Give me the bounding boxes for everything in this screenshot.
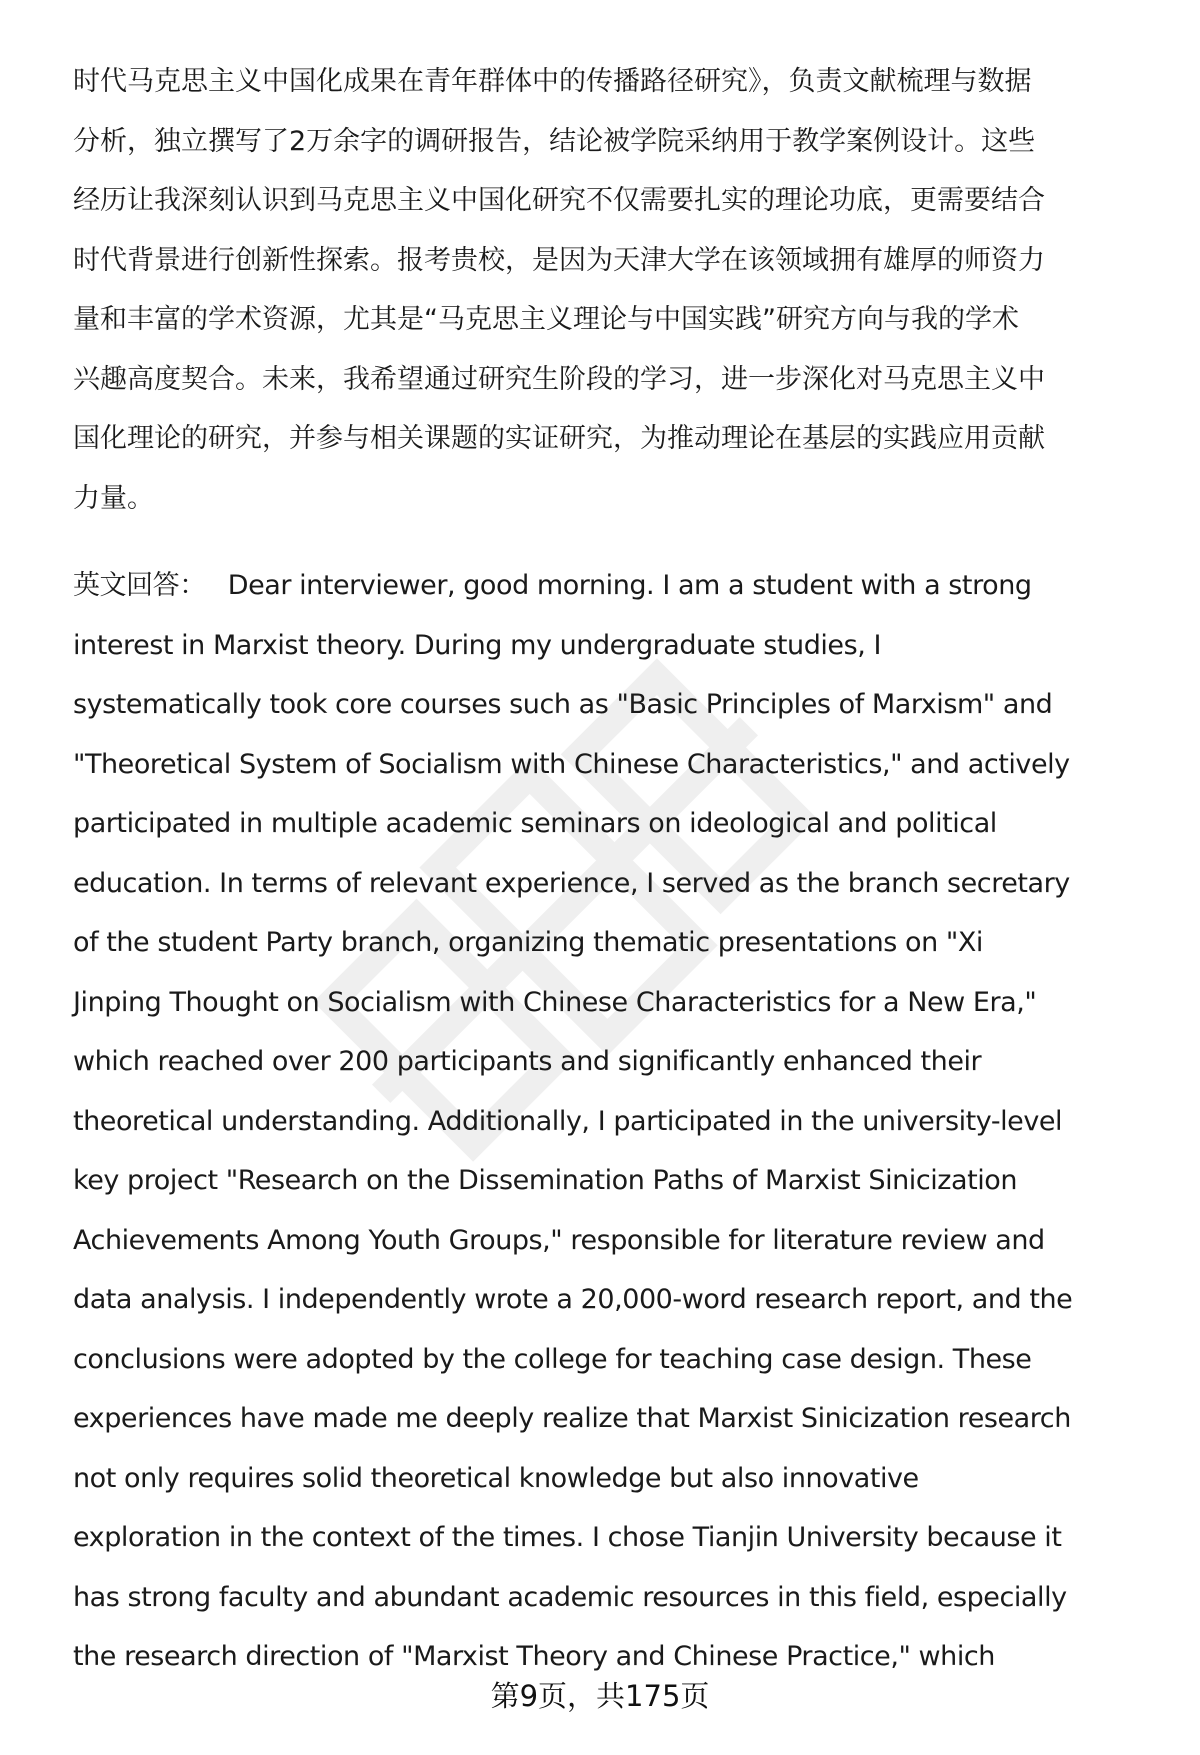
- text-line: 力量。: [73, 482, 154, 514]
- text-line: conclusions were adopted by the college for teaching case design. These: [73, 1343, 1032, 1375]
- text-line: the research direction of "Marxist Theory and Chinese Practice," which: [73, 1641, 995, 1672]
- text-line: which reached over 200 participants and significantly enhanced their: [73, 1046, 982, 1077]
- text-line: exploration in the context of the times. I chose Tianjin University because it: [73, 1522, 1062, 1553]
- text-line: 国化理论的研究，并参与相关课题的实证研究，为推动理论在基层的实践应用贡献: [73, 423, 1045, 454]
- text-line: theoretical understanding. Additionally, I participated in the university-level: [73, 1105, 1063, 1137]
- text-line: Jinping Thought on Socialism with Chinese Characteristics for a New Era,": [73, 986, 1037, 1018]
- text-line: 量和丰富的学术资源，尤其是“马克思主义理论与中国实践”研究方向与我的学术: [73, 304, 1019, 335]
- text-line: of the student Party branch, organizing thematic presentations on "Xi: [73, 927, 983, 958]
- chinese-paragraph: [73, 52, 1153, 528]
- text-line: key project "Research on the Dissemination Paths of Marxist Sinicization: [73, 1165, 1018, 1196]
- text-line: 兴趣高度契合。未来，我希望通过研究生阶段的学习，进一步深化对马克思主义中: [73, 363, 1045, 395]
- text-line: [73, 556, 1153, 616]
- english-answer-label: 英文回答：: [73, 570, 206, 601]
- text-line: 经历让我深刻认识到马克思主义中国化研究不仅需要扎实的理论功底，更需要结合: [73, 185, 1045, 216]
- text-line: education. In terms of relevant experience, I served as the branch secretary: [73, 867, 1070, 899]
- text-line: experiences have made me deeply realize that Marxist Sinicization research: [73, 1403, 1071, 1434]
- english-answer-paragraph: [73, 556, 1153, 1687]
- text-line: "Theoretical System of Socialism with Chinese Characteristics," and actively: [73, 748, 1070, 780]
- text-line-content: Dear interviewer, good morning. I am a student with a strong: [227, 570, 1032, 601]
- text-line: 时代马克思主义中国化成果在青年群体中的传播路径研究》，负责文献梳理与数据: [73, 66, 1032, 97]
- text-line: 时代背景进行创新性探索。报考贵校，是因为天津大学在该领域拥有雄厚的师资力: [73, 244, 1045, 276]
- text-line: not only requires solid theoretical knowledge but also innovative: [73, 1462, 919, 1494]
- text-line: systematically took core courses such as "Basic Principles of Marxism" and: [73, 689, 1053, 720]
- text-line: Achievements Among Youth Groups," responsible for literature review and: [73, 1224, 1045, 1256]
- text-line: 分析，独立撰写了2万余字的调研报告，结论被学院采纳用于教学案例设计。这些: [73, 125, 1036, 157]
- text-line: participated in multiple academic seminars on ideological and political: [73, 808, 997, 839]
- text-line: data analysis. I independently wrote a 20,000-word research report, and the: [73, 1284, 1073, 1315]
- text-line: interest in Marxist theory. During my undergraduate studies, I: [73, 629, 881, 661]
- text-line: has strong faculty and abundant academic resources in this field, especially: [73, 1581, 1067, 1613]
- page-indicator: 第9页，共175页: [490, 1679, 710, 1713]
